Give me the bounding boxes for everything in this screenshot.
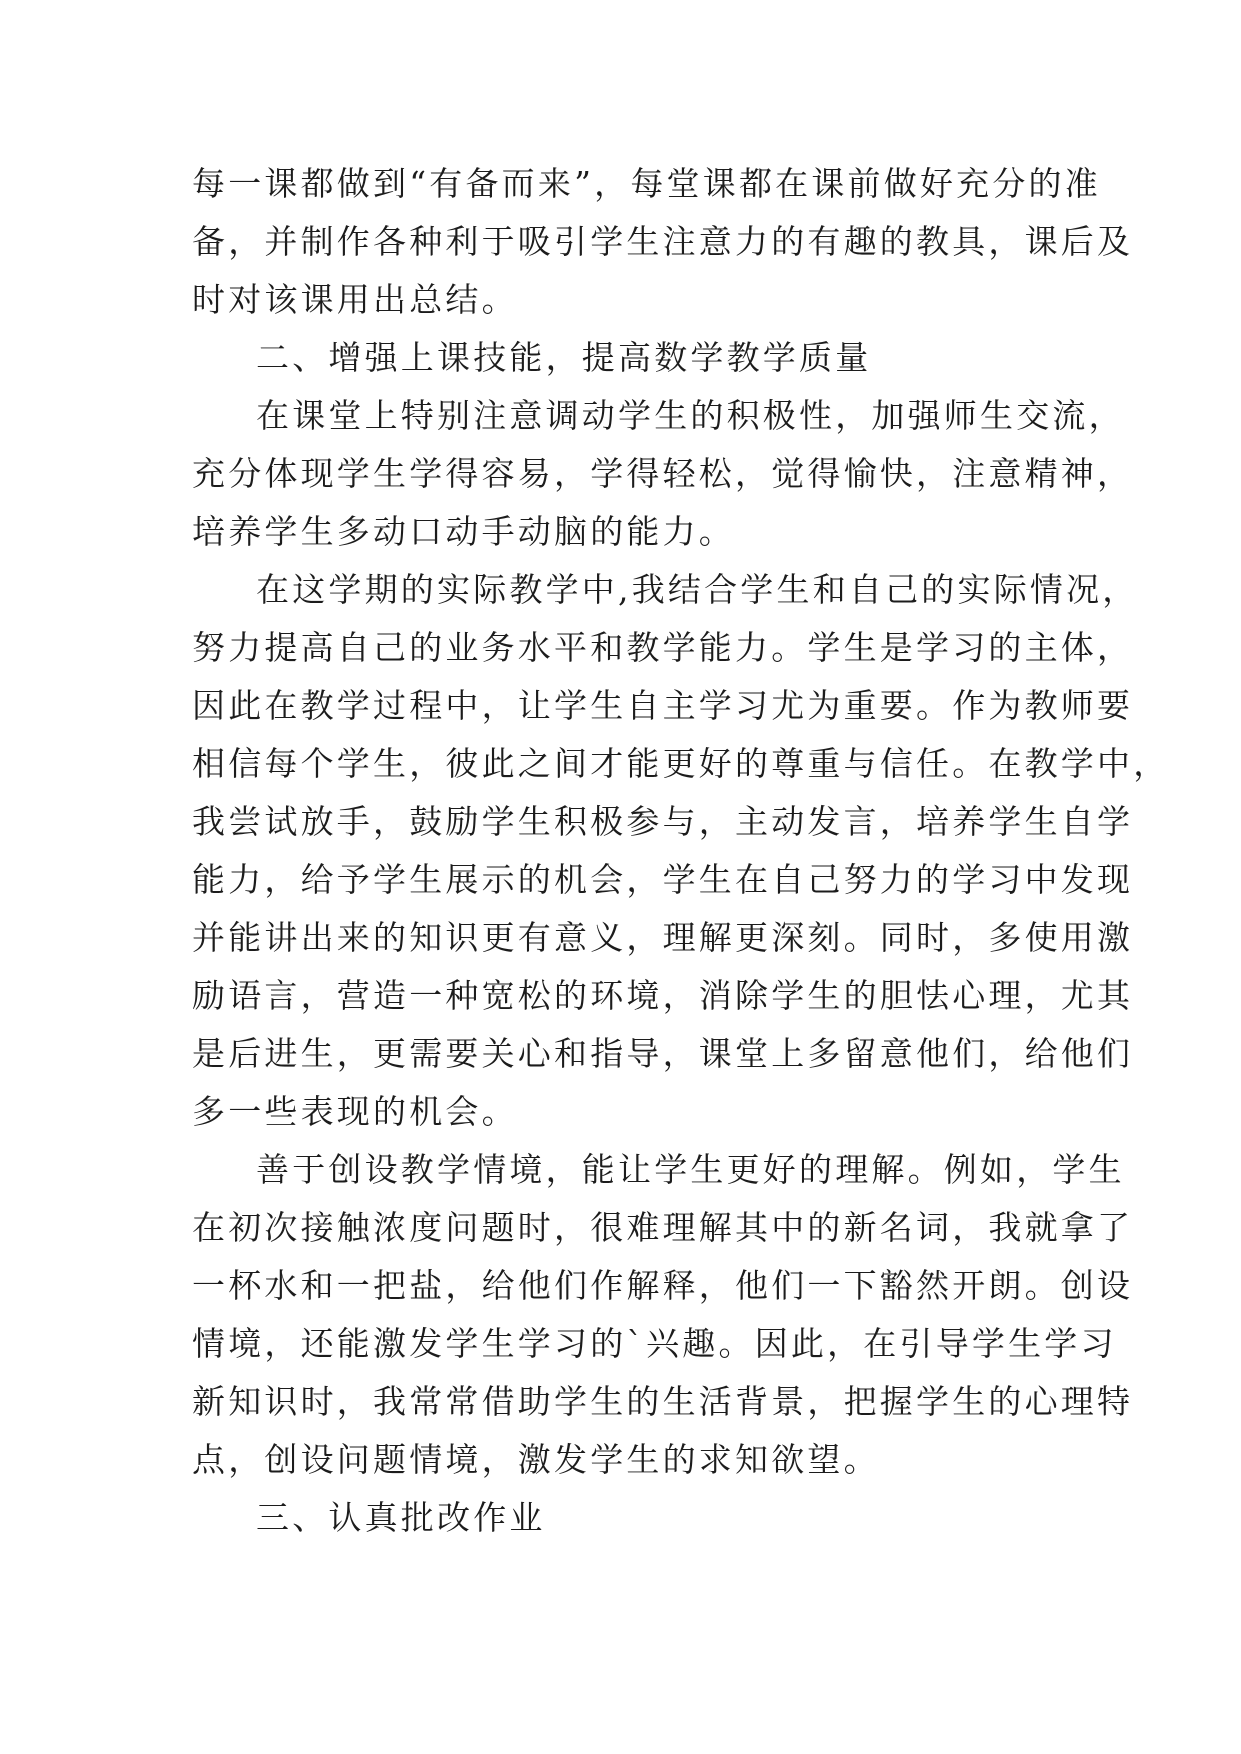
text-line: 励语言，营造一种宽松的环境，消除学生的胆怯心理，尤其	[192, 976, 1134, 1015]
text-line: 时对该课用出总结。	[192, 280, 518, 319]
text-line: 努力提高自己的业务水平和教学能力。学生是学习的主体，	[192, 628, 1134, 667]
text-line: 因此在教学过程中，让学生自主学习尤为重要。作为教师要	[192, 686, 1134, 725]
text-line: 在初次接触浓度问题时，很难理解其中的新名词，我就拿了	[192, 1208, 1134, 1247]
section-heading-2	[192, 329, 1072, 387]
text-line: 培养学生多动口动手动脑的能力。	[192, 512, 735, 551]
paragraph-teaching-practice	[192, 561, 1170, 1141]
text-line: 充分体现学生学得容易，学得轻松，觉得愉快，注意精神，	[192, 454, 1134, 493]
section-heading-3	[192, 1489, 1072, 1547]
text-line: 每一课都做到“有备而来”，每堂课都在课前做好充分的准	[192, 164, 1101, 203]
text-line: 是后进生，更需要关心和指导，课堂上多留意他们，给他们	[192, 1034, 1134, 1073]
text-line: 在这学期的实际教学中,我结合学生和自己的实际情况，	[256, 570, 1139, 609]
text-line: 情境，还能激发学生学习的`兴趣。因此，在引导学生学习	[192, 1324, 1117, 1363]
text-line: 相信每个学生，彼此之间才能更好的尊重与信任。在教学中，	[192, 744, 1170, 783]
text-line: 多一些表现的机会。	[192, 1092, 518, 1131]
heading-text: 三、认真批改作业	[256, 1498, 546, 1537]
text-line: 一杯水和一把盐，给他们作解释，他们一下豁然开朗。创设	[192, 1266, 1134, 1305]
text-line: 新知识时，我常常借助学生的生活背景，把握学生的心理特	[192, 1382, 1134, 1421]
text-line: 在课堂上特别注意调动学生的积极性，加强师生交流，	[256, 396, 1125, 435]
text-line: 善于创设教学情境，能让学生更好的理解。例如，学生	[256, 1150, 1125, 1189]
heading-text: 二、增强上课技能，提高数学教学质量	[256, 338, 872, 377]
text-line: 能力，给予学生展示的机会，学生在自己努力的学习中发现	[192, 860, 1134, 899]
text-line: 并能讲出来的知识更有意义，理解更深刻。同时，多使用激	[192, 918, 1134, 957]
document-body	[192, 155, 1170, 1547]
paragraph-preparation	[192, 155, 1134, 329]
paragraph-teaching-context	[192, 1141, 1134, 1489]
text-line: 备，并制作各种利于吸引学生注意力的有趣的教具，课后及	[192, 222, 1134, 261]
text-line: 我尝试放手，鼓励学生积极参与，主动发言，培养学生自学	[192, 802, 1134, 841]
text-line: 点，创设问题情境，激发学生的求知欲望。	[192, 1440, 880, 1479]
paragraph-classroom	[192, 387, 1134, 561]
